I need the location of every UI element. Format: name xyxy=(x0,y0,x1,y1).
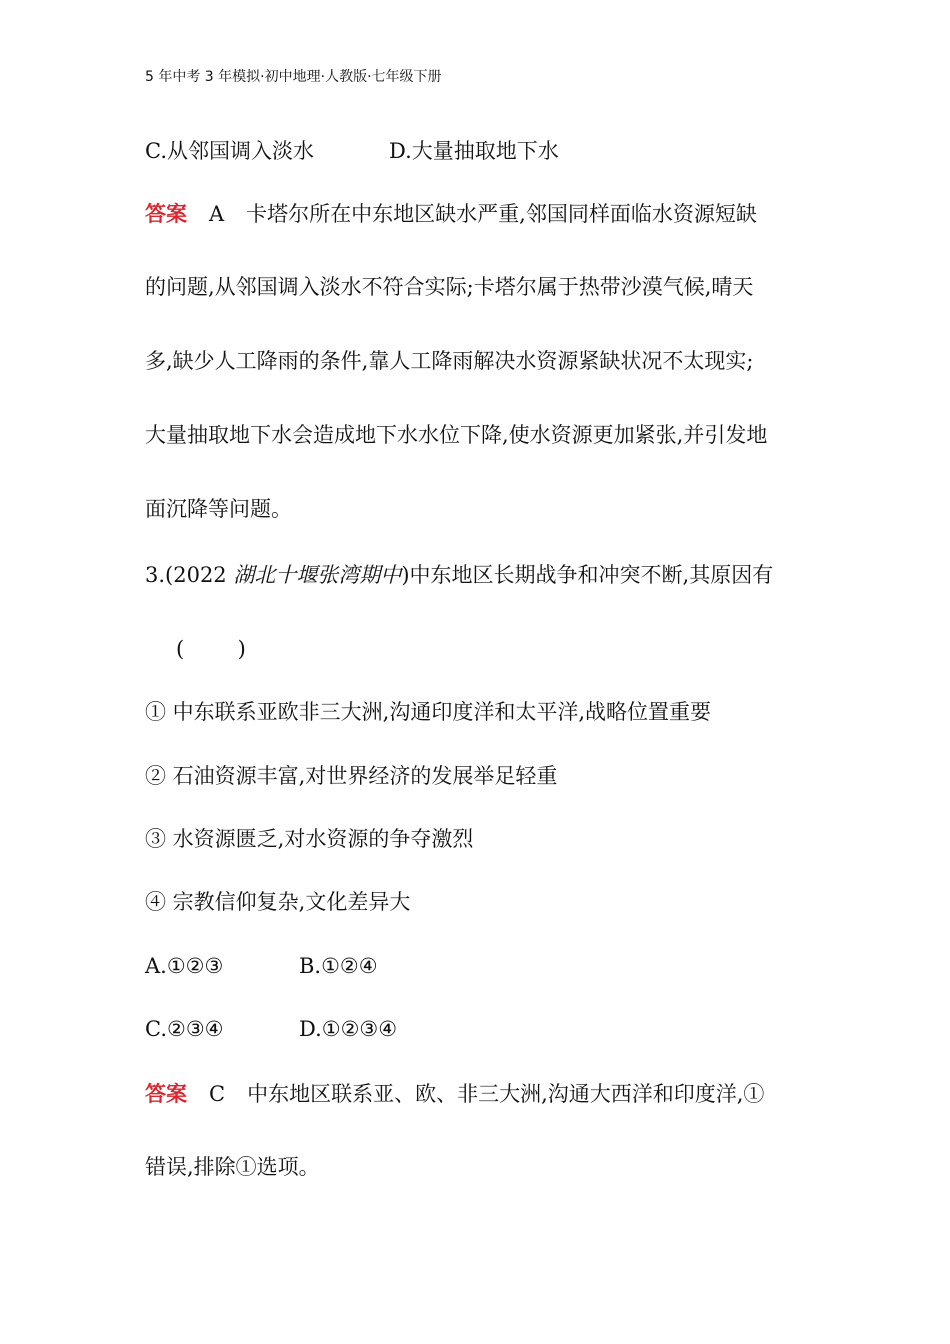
q2-answer-line-5: 面沉降等问题。 xyxy=(145,497,292,521)
answer-text: 中东地区联系亚、欧、非三大洲,沟通大西洋和印度洋,① xyxy=(247,1082,765,1106)
q3-number: 3.(2022 xyxy=(145,563,234,587)
q3-answer-line-1 xyxy=(145,1079,764,1109)
q3-item-1: ① 中东联系亚欧非三大洲,沟通印度洋和太平洋,战略位置重要 xyxy=(145,700,712,724)
q2-option-d: D.大量抽取地下水 xyxy=(389,139,559,163)
answer-label: 答案 xyxy=(145,201,187,226)
answer-text: 卡塔尔所在中东地区缺水严重,邻国同样面临水资源短缺 xyxy=(246,202,757,226)
q3-options-row-1 xyxy=(145,951,378,981)
q2-option-c: C.从邻国调入淡水 xyxy=(145,139,314,163)
q2-answer-line-2: 的问题,从邻国调入淡水不符合实际;卡塔尔属于热带沙漠气候,晴天 xyxy=(145,275,754,299)
q3-option-a: A.①②③ xyxy=(145,954,224,978)
q3-answer-line-2: 错误,排除①选项。 xyxy=(145,1155,320,1179)
q3-item-2: ② 石油资源丰富,对世界经济的发展举足轻重 xyxy=(145,764,558,788)
q2-answer-line-3: 多,缺少人工降雨的条件,靠人工降雨解决水资源紧缺状况不太现实; xyxy=(145,349,754,373)
q3-stem xyxy=(145,560,773,590)
page-header: 5 年中考 3 年模拟·初中地理·人教版·七年级下册 xyxy=(145,69,442,85)
answer-letter: C xyxy=(209,1082,226,1106)
answer-letter: A xyxy=(209,202,225,226)
q3-option-b: B.①②④ xyxy=(299,954,378,978)
q2-options-row xyxy=(145,136,559,166)
q3-options-row-2 xyxy=(145,1014,398,1044)
q2-answer-line-4: 大量抽取地下水会造成地下水水位下降,使水资源更加紧张,并引发地 xyxy=(145,423,768,447)
q3-source: 湖北十堰张湾期中 xyxy=(233,563,402,587)
q3-item-3: ③ 水资源匮乏,对水资源的争夺激烈 xyxy=(145,827,474,851)
q3-item-4: ④ 宗教信仰复杂,文化差异大 xyxy=(145,890,411,914)
q3-answer-blank: ( ) xyxy=(176,637,246,661)
q3-option-d: D.①②③④ xyxy=(299,1017,398,1041)
answer-label: 答案 xyxy=(145,1081,187,1106)
q3-option-c: C.②③④ xyxy=(145,1017,224,1041)
q2-answer-line-1 xyxy=(145,199,757,229)
q3-stem-text: )中东地区长期战争和冲突不断,其原因有 xyxy=(401,563,774,587)
